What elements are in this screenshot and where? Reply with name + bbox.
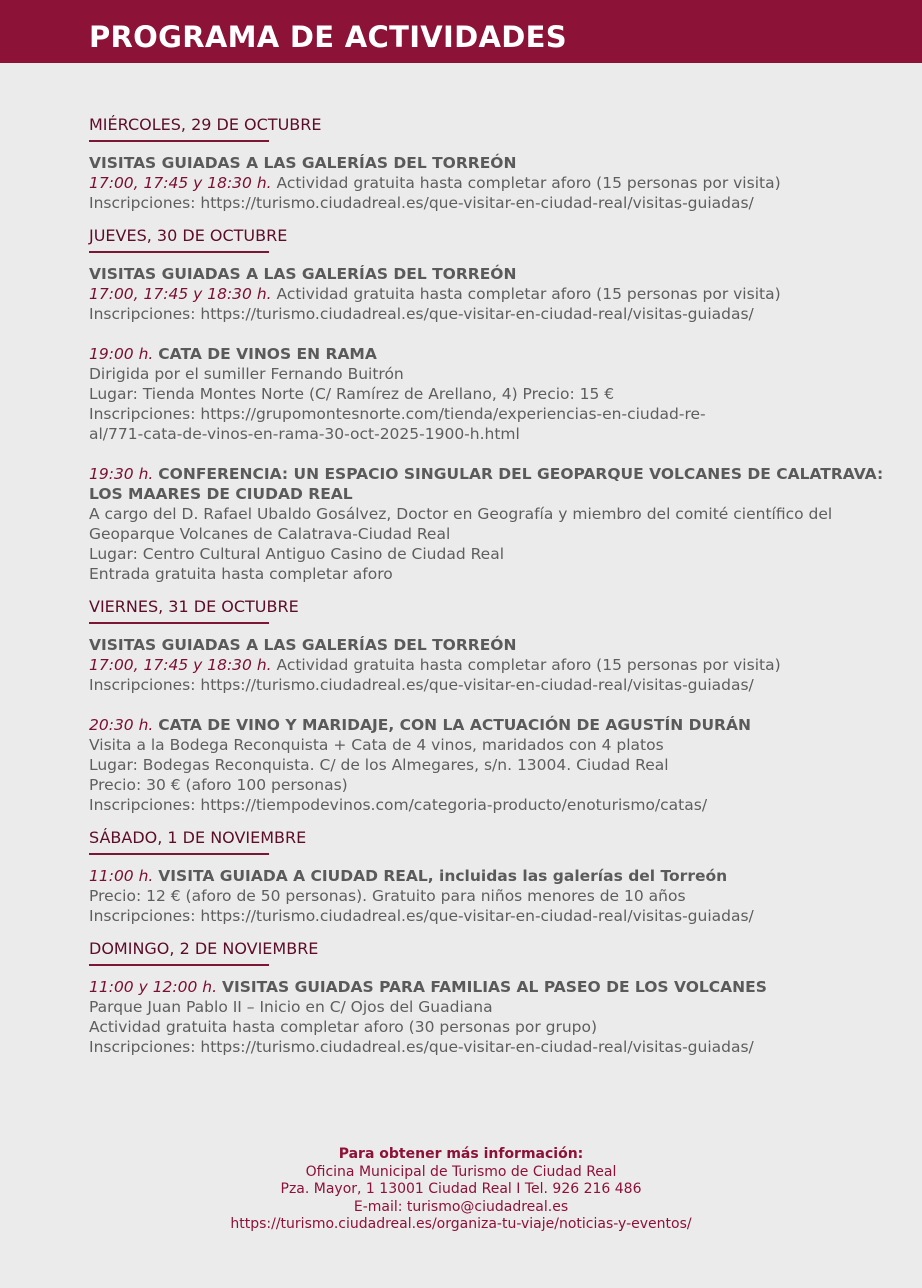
footer-url[interactable]: https://turismo.ciudadreal.es/organiza-tu-viaje/noticias-y-eventos/ [230, 1216, 692, 1232]
event-title: CATA DE VINO Y MARIDAJE, CON LA ACTUACIÓN DE AGUSTÍN DURÁN [158, 716, 751, 734]
event-heading [89, 264, 889, 284]
day-title: VIERNES, 31 DE OCTUBRE [89, 596, 889, 622]
event-detail-line[interactable] [89, 404, 889, 444]
event-title: VISITAS GUIADAS A LAS GALERÍAS DEL TORREÓN [89, 154, 517, 172]
event-time: 11:00 y 12:00 h. [89, 978, 218, 996]
event-detail-text: Actividad gratuita hasta completar aforo (30 personas por grupo) [89, 1018, 598, 1036]
event-detail-line [89, 364, 889, 384]
event-detail-line [89, 886, 889, 906]
event-detail-line [89, 655, 889, 675]
event-time: 19:30 h. [89, 465, 154, 483]
event-detail-line [89, 997, 889, 1017]
event-detail-text: Inscripciones: https://turismo.ciudadreal.es/que-visitar-en-ciudad-real/visitas-guiadas/ [89, 194, 754, 212]
event-detail-text: Actividad gratuita hasta completar aforo (15 personas por visita) [271, 174, 781, 192]
event-detail-text: Lugar: Centro Cultural Antiguo Casino de Ciudad Real [89, 545, 505, 563]
event-time: 17:00, 17:45 y 18:30 h. [89, 656, 272, 674]
day-title: DOMINGO, 2 DE NOVIEMBRE [89, 938, 889, 964]
event-item [89, 977, 889, 1057]
event-detail-line [89, 504, 889, 544]
day-title: MIÉRCOLES, 29 DE OCTUBRE [89, 114, 889, 140]
footer-email[interactable]: E-mail: turismo@ciudadreal.es [353, 1198, 569, 1215]
event-time: 19:00 h. [89, 345, 154, 363]
event-detail-text: Visita a la Bodega Reconquista + Cata de 4 vinos, maridados con 4 platos [89, 736, 664, 754]
event-detail-text: Inscripciones: https://turismo.ciudadreal.es/que-visitar-en-ciudad-real/visitas-guiadas/ [89, 676, 754, 694]
event-time: 20:30 h. [89, 716, 154, 734]
event-detail-line[interactable] [89, 304, 889, 324]
program-content [89, 114, 889, 1069]
event-detail-text: Inscripciones: https://turismo.ciudadreal.es/que-visitar-en-ciudad-real/visitas-guiadas/ [89, 1038, 754, 1056]
event-detail-text: Precio: 12 € (aforo de 50 personas). Gratuito para niños menores de 10 años [89, 887, 686, 905]
event-item [89, 715, 889, 815]
info-footer [0, 1146, 922, 1234]
day-title: JUEVES, 30 DE OCTUBRE [89, 225, 889, 251]
event-detail-text: Parque Juan Pablo II – Inicio en C/ Ojos del Guadiana [89, 998, 493, 1016]
event-item [89, 344, 889, 444]
day-section [89, 827, 889, 926]
event-detail-line [89, 1017, 889, 1037]
event-title: VISITAS GUIADAS A LAS GALERÍAS DEL TORREÓN [89, 265, 517, 283]
event-detail-text: Lugar: Tienda Montes Norte (C/ Ramírez de Arellano, 4) Precio: 15 € [89, 385, 615, 403]
event-detail-line[interactable] [89, 1037, 889, 1057]
event-heading [89, 153, 889, 173]
footer-office: Oficina Municipal de Turismo de Ciudad Real [305, 1163, 617, 1180]
day-title: SÁBADO, 1 DE NOVIEMBRE [89, 827, 889, 853]
event-detail-text: Actividad gratuita hasta completar aforo (15 personas por visita) [271, 285, 781, 303]
event-title: VISITAS GUIADAS A LAS GALERÍAS DEL TORREÓN [89, 636, 517, 654]
event-detail-text: Entrada gratuita hasta completar aforo [89, 565, 393, 583]
event-detail-line [89, 173, 889, 193]
event-detail-line [89, 755, 889, 775]
event-time: 11:00 h. [89, 867, 154, 885]
event-detail-line [89, 735, 889, 755]
event-time: 17:00, 17:45 y 18:30 h. [89, 174, 272, 192]
event-item [89, 153, 889, 213]
day-section [89, 225, 889, 584]
event-detail-text: Lugar: Bodegas Reconquista. C/ de los Almegares, s/n. 13004. Ciudad Real [89, 756, 669, 774]
event-detail-line [89, 564, 889, 584]
page-title: PROGRAMA DE ACTIVIDADES [89, 20, 567, 54]
footer-address: Pza. Mayor, 1 13001 Ciudad Real I Tel. 926 216 486 [280, 1181, 642, 1197]
event-detail-line [89, 384, 889, 404]
event-title: VISITAS GUIADAS PARA FAMILIAS AL PASEO DE LOS VOLCANES [221, 978, 767, 996]
event-heading [89, 464, 889, 504]
event-heading [89, 715, 889, 735]
event-item [89, 866, 889, 926]
event-detail-text: A cargo del D. Rafael Ubaldo Gosálvez, Doctor en Geografía y miembro del comité científico del Geoparque Volcanes de Calatrava-Ciudad Real [89, 505, 833, 543]
event-detail-line [89, 544, 889, 564]
day-section [89, 114, 889, 213]
event-title: CATA DE VINOS EN RAMA [158, 345, 377, 363]
page-header [0, 0, 922, 63]
event-heading [89, 977, 889, 997]
event-item [89, 464, 889, 584]
day-section [89, 596, 889, 815]
event-detail-text: Inscripciones: https://tiempodevinos.com/categoria-producto/enoturismo/catas/ [89, 796, 708, 814]
event-detail-line [89, 284, 889, 304]
event-detail-line[interactable] [89, 193, 889, 213]
footer-heading: Para obtener más información: [338, 1146, 584, 1162]
event-heading [89, 866, 889, 886]
event-item [89, 635, 889, 695]
event-detail-text: Actividad gratuita hasta completar aforo (15 personas por visita) [271, 656, 781, 674]
event-title: VISITA GUIADA A CIUDAD REAL, incluidas las galerías del Torreón [158, 867, 728, 885]
event-title: CONFERENCIA: UN ESPACIO SINGULAR DEL GEOPARQUE VOLCANES DE CALATRAVA: LOS MAARES DE CIUDAD REAL [89, 465, 884, 503]
event-detail-line[interactable] [89, 906, 889, 926]
event-detail-line[interactable] [89, 795, 889, 815]
event-detail-line[interactable] [89, 675, 889, 695]
event-detail-text: Precio: 30 € (aforo 100 personas) [89, 776, 348, 794]
event-detail-line [89, 775, 889, 795]
event-item [89, 264, 889, 324]
event-detail-text: Inscripciones: https://turismo.ciudadreal.es/que-visitar-en-ciudad-real/visitas-guiadas/ [89, 305, 754, 323]
event-time: 17:00, 17:45 y 18:30 h. [89, 285, 272, 303]
event-detail-text: Dirigida por el sumiller Fernando Buitrón [89, 365, 404, 383]
event-heading [89, 344, 889, 364]
day-section [89, 938, 889, 1057]
event-detail-text: Inscripciones: https://turismo.ciudadreal.es/que-visitar-en-ciudad-real/visitas-guiadas/ [89, 907, 754, 925]
event-heading [89, 635, 889, 655]
event-detail-text: Inscripciones: https://grupomontesnorte.com/tienda/experiencias-en-ciudad-re- al/771-cata-de-vinos-en-rama-30-oct-2025-1900-h.html [89, 405, 706, 443]
